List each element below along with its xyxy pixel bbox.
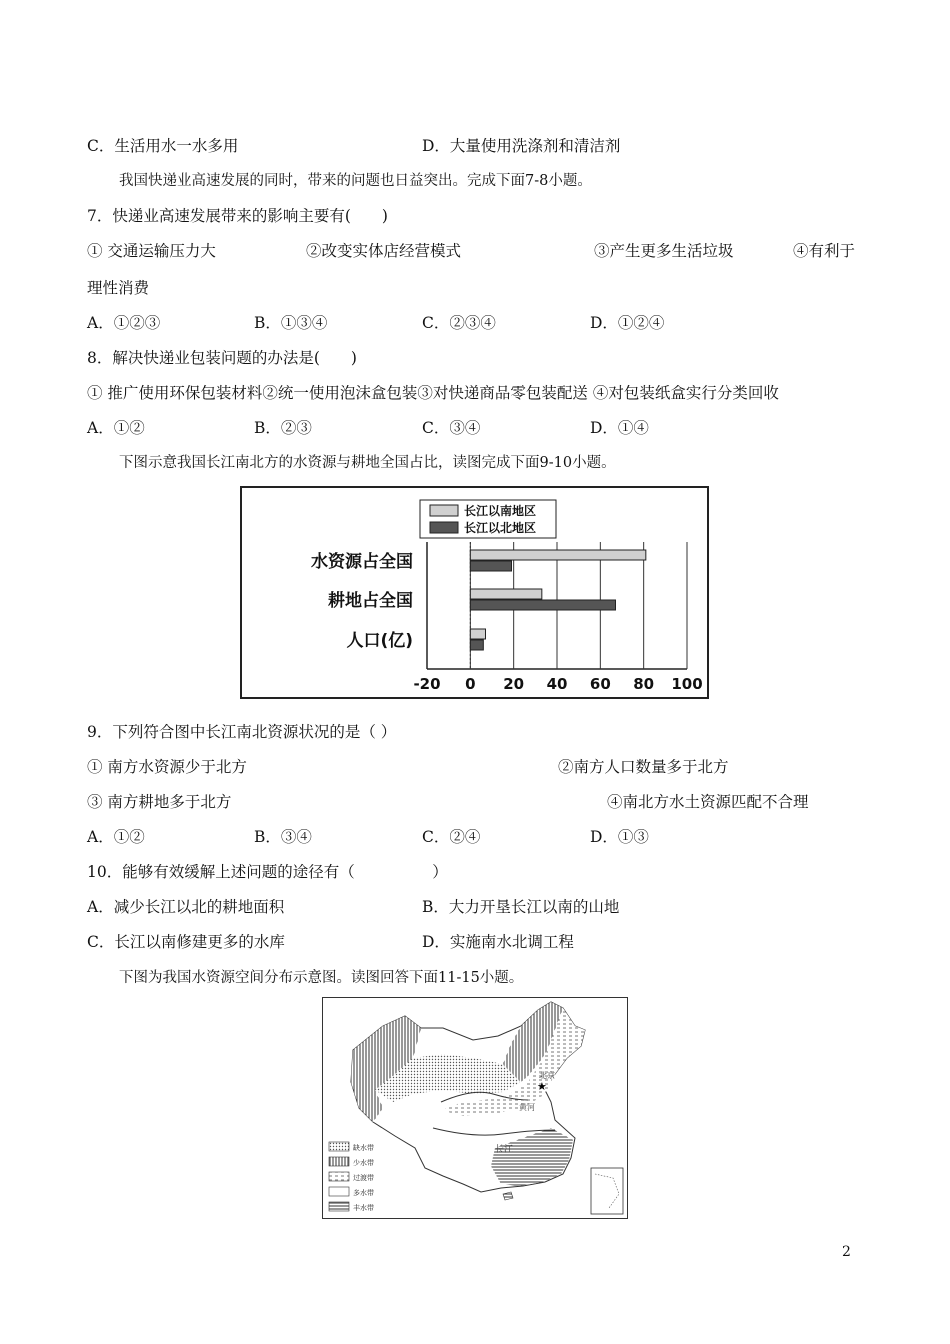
huanghe-label: 黄河 — [519, 1103, 535, 1112]
chart-x-tick-label: 60 — [589, 675, 611, 693]
q6-option-d: D．大量使用洗涤剂和清洁剂 — [422, 137, 621, 155]
legend-swatch-fengshui — [329, 1202, 349, 1211]
q8-option-b: B．②③ — [254, 419, 312, 437]
chart-bar — [470, 550, 646, 560]
water-resource-map — [322, 997, 628, 1219]
intro-9-10: 下图示意我国长江南北方的水资源与耕地全国占比，读图完成下面9-10小题。 — [119, 455, 616, 471]
q7-statement-4-cont: 理性消费 — [87, 279, 150, 297]
chart-bar — [470, 640, 483, 650]
chart-legend-label: 长江以南地区 — [464, 504, 537, 518]
q9-option-a: A．①② — [87, 828, 145, 846]
hainan — [503, 1192, 513, 1200]
q10-option-c: C．长江以南修建更多的水库 — [87, 933, 285, 951]
q9-option-c: C．②④ — [422, 828, 481, 846]
q9-statement-3: ③ 南方耕地多于北方 — [87, 793, 232, 811]
q8-option-d: D．①④ — [590, 419, 649, 437]
chart-category-label: 耕地占全国 — [328, 591, 413, 611]
south-china-sea-inset — [591, 1168, 623, 1214]
q8-statements: ① 推广使用环保包装材料②统一使用泡沫盒包装③对快递商品零包装配送 ④对包装纸盒实行分类回收 — [87, 384, 779, 402]
chart-x-tick-label: -20 — [413, 675, 441, 693]
q6-option-c: C．生活用水一水多用 — [87, 137, 239, 155]
beijing-label: 北京 — [539, 1071, 555, 1080]
chart-category-label: 人口(亿) — [346, 631, 413, 651]
chart-bar — [470, 629, 485, 639]
q10-stem: 10．能够有效缓解上述问题的途径有（ ） — [87, 863, 448, 881]
q10-option-b: B．大力开垦长江以南的山地 — [422, 898, 620, 916]
legend-swatch-guodu — [329, 1172, 349, 1181]
q7-option-d: D．①②④ — [590, 314, 665, 332]
legend-swatch-queshui — [329, 1142, 349, 1151]
q8-option-a: A．①② — [87, 419, 145, 437]
page-number: 2 — [842, 1244, 851, 1260]
chart-bar — [470, 561, 511, 571]
legend-label-shaoshui: 少水带 — [353, 1159, 374, 1167]
chart-category-label: 水资源占全国 — [311, 552, 413, 572]
q7-stem: 7．快递业高速发展带来的影响主要有( ) — [87, 207, 388, 225]
chart-x-tick-label: 40 — [546, 675, 568, 693]
legend-swatch-duoshui — [329, 1187, 349, 1196]
legend-swatch-shaoshui — [329, 1157, 349, 1166]
q8-option-c: C．③④ — [422, 419, 481, 437]
chart-x-tick-label: 100 — [671, 675, 703, 693]
q7-statement-1: ① 交通运输压力大 — [87, 242, 216, 260]
chart-bar — [470, 589, 542, 599]
chart-legend-swatch — [430, 505, 458, 516]
chart-legend-label: 长江以北地区 — [464, 521, 537, 535]
q7-option-b: B．①③④ — [254, 314, 328, 332]
q7-option-c: C．②③④ — [422, 314, 496, 332]
chart-canvas — [242, 488, 707, 697]
chart-x-tick-label: 0 — [465, 675, 476, 693]
legend-label-duoshui: 多水带 — [353, 1189, 374, 1197]
q9-option-d: D．①③ — [590, 828, 649, 846]
q10-option-d: D．实施南水北调工程 — [422, 933, 574, 951]
q7-statement-2: ②改变实体店经营模式 — [306, 242, 462, 260]
q8-stem: 8．解决快递业包装问题的办法是( ) — [87, 349, 357, 367]
legend-label-guodu: 过渡带 — [353, 1174, 374, 1182]
legend-label-fengshui: 丰水带 — [353, 1204, 374, 1212]
changjiang-label: 长江 — [495, 1145, 514, 1155]
chart-legend-swatch — [430, 522, 458, 533]
chart-x-tick-label: 80 — [633, 675, 655, 693]
q7-option-a: A．①②③ — [87, 314, 161, 332]
q9-option-b: B．③④ — [254, 828, 312, 846]
intro-7-8: 我国快递业高速发展的同时，带来的问题也日益突出。完成下面7-8小题。 — [119, 173, 592, 189]
beijing-star-icon: ★ — [537, 1080, 547, 1093]
q7-statement-4: ④有利于 — [793, 242, 856, 260]
chart-bar — [470, 600, 615, 610]
chart-x-tick-label: 20 — [503, 675, 525, 693]
q10-option-a: A．减少长江以北的耕地面积 — [87, 898, 285, 916]
map-canvas — [323, 998, 627, 1218]
map-legend — [329, 1142, 374, 1212]
q7-statement-3: ③产生更多生活垃圾 — [594, 242, 734, 260]
q9-statement-1: ① 南方水资源少于北方 — [87, 758, 247, 776]
q9-statement-4: ④南北方水土资源匹配不合理 — [607, 793, 809, 811]
resource-bar-chart — [240, 486, 709, 699]
legend-label-queshui: 缺水带 — [353, 1144, 374, 1152]
intro-11-15: 下图为我国水资源空间分布示意图。读图回答下面11-15小题。 — [119, 970, 524, 986]
q9-stem: 9．下列符合图中长江南北资源状况的是（ ） — [87, 723, 397, 741]
q9-statement-2: ②南方人口数量多于北方 — [558, 758, 729, 776]
